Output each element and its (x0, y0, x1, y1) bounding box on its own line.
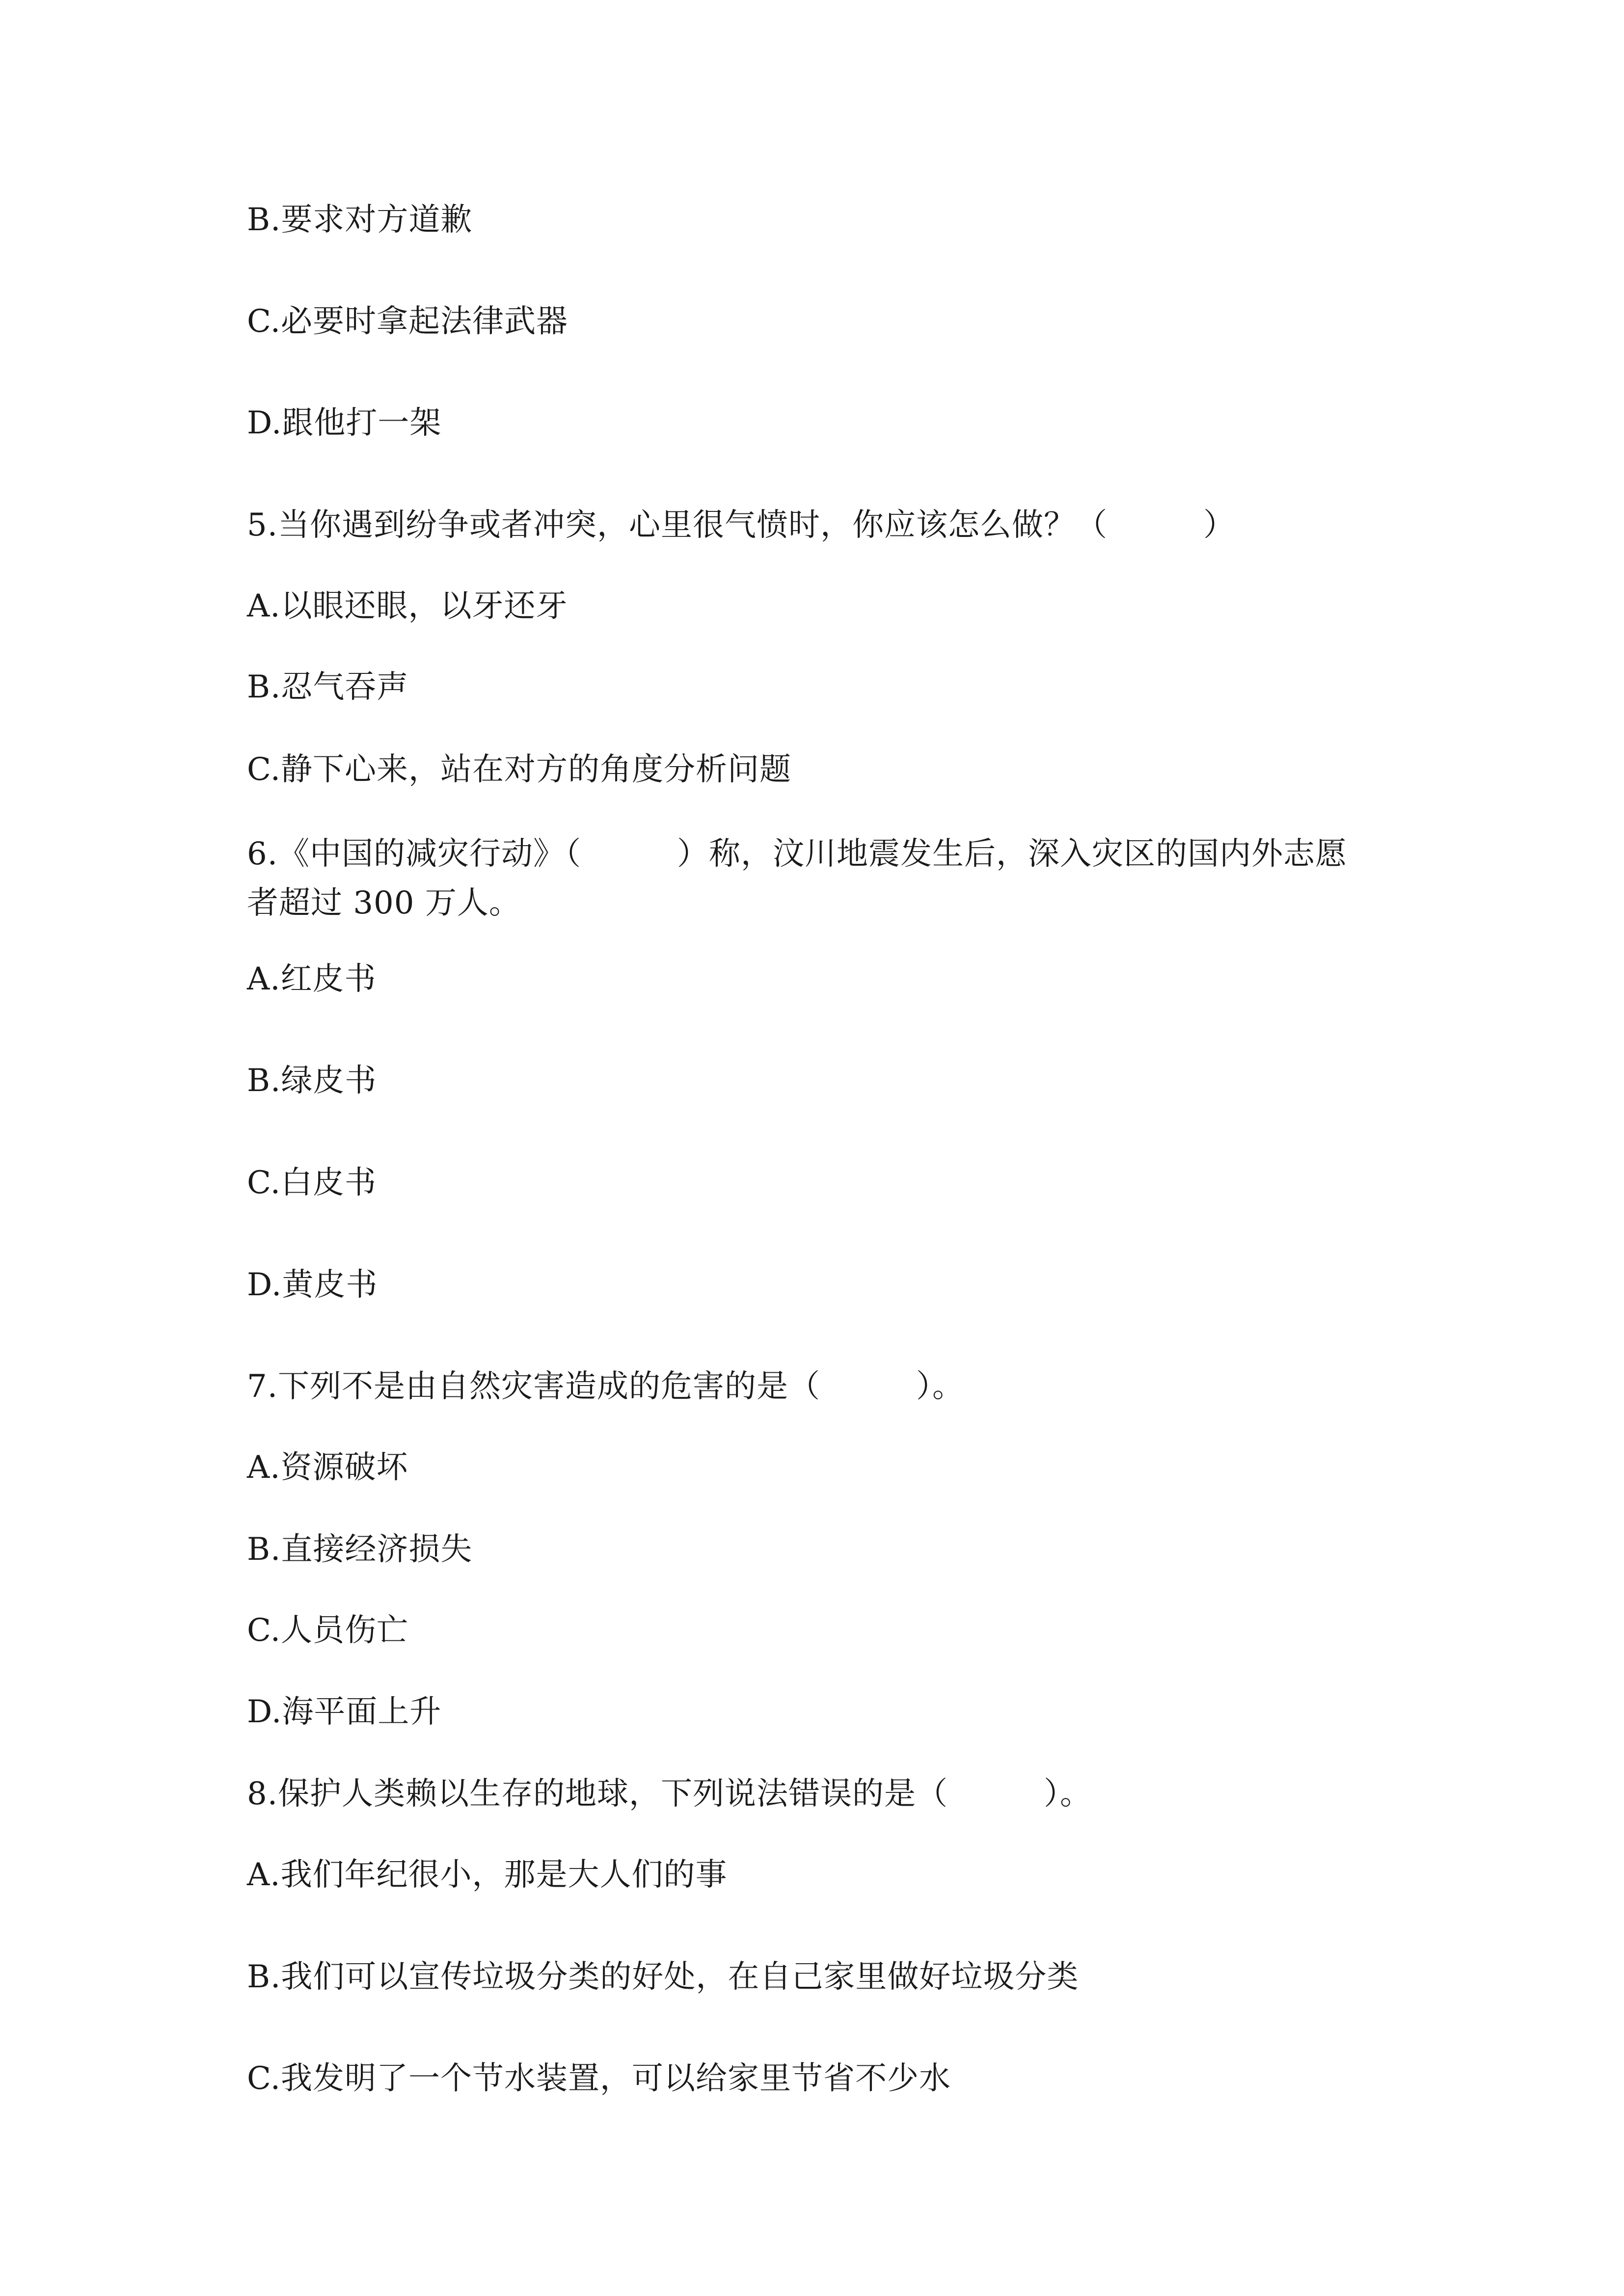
q7-option-b: B.直接经济损失 (247, 1531, 473, 1568)
q7-option-a: A.资源破坏 (247, 1449, 408, 1486)
q6-option-b: B.绿皮书 (247, 1063, 377, 1099)
q5-option-a: A.以眼还眼，以牙还牙 (247, 588, 568, 624)
q8-option-c: C.我发明了一个节水装置，可以给家里节省不少水 (247, 2060, 951, 2097)
q5-option-b: B.忍气吞声 (247, 669, 409, 705)
q4-option-c: C.必要时拿起法律武器 (247, 303, 568, 340)
q5-option-c: C.静下心来，站在对方的角度分析问题 (247, 751, 792, 788)
q8-stem: 8.保护人类赖以生存的地球，下列说法错误的是（ ）。 (247, 1776, 1092, 1812)
q7-option-c: C.人员伤亡 (247, 1612, 409, 1649)
q4-option-d: D.跟他打一架 (247, 405, 442, 441)
q8-option-a: A.我们年纪很小，那是大人们的事 (247, 1857, 728, 1893)
q6-option-a: A.红皮书 (247, 961, 377, 997)
q6-stem-line2: 者超过 300 万人。 (247, 885, 521, 921)
q7-stem: 7.下列不是由自然灾害造成的危害的是（ ）。 (247, 1368, 965, 1405)
q8-option-b: B.我们可以宣传垃圾分类的好处，在自己家里做好垃圾分类 (247, 1959, 1079, 1995)
q6-option-c: C.白皮书 (247, 1165, 377, 1201)
q6-option-d: D.黄皮书 (247, 1267, 378, 1303)
q5-stem: 5.当你遇到纷争或者冲突，心里很气愤时，你应该怎么做？（ ） (247, 507, 1236, 543)
q6-stem-line1: 6.《中国的减灾行动》（ ）称，汶川地震发生后，深入灾区的国内外志愿 (247, 836, 1348, 872)
q4-option-b: B.要求对方道歉 (247, 202, 473, 238)
q7-option-d: D.海平面上升 (247, 1694, 442, 1730)
